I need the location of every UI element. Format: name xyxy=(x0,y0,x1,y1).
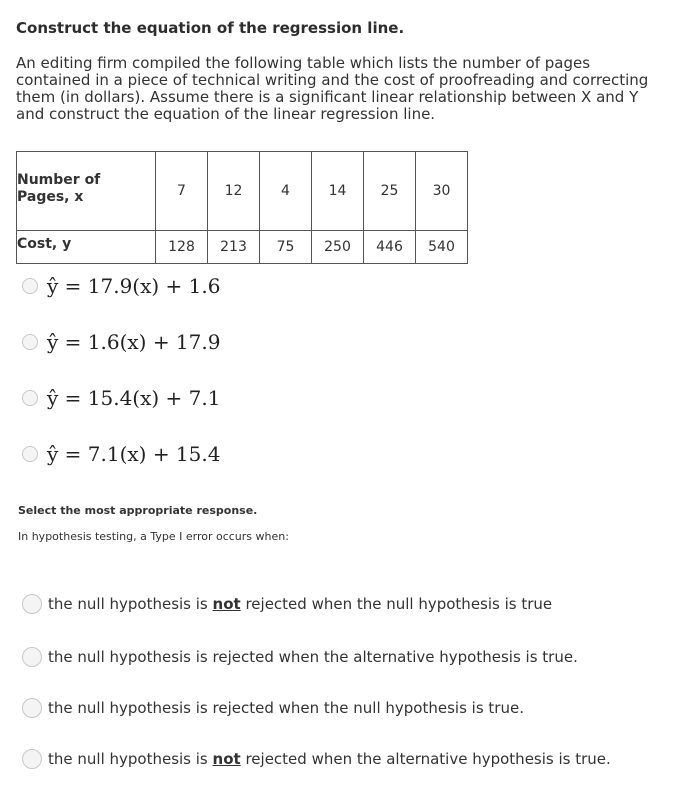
table-cell: 128 xyxy=(156,231,208,264)
option-text: the null hypothesis is not rejected when the alternative hypothesis is true. xyxy=(48,750,611,768)
row-header-pages: Number of Pages, x xyxy=(17,152,156,231)
question2-text: In hypothesis testing, a Type I error occurs when: xyxy=(18,530,289,543)
table-cell: 250 xyxy=(312,231,364,264)
table-cell: 25 xyxy=(364,152,416,231)
question-body: An editing firm compiled the following table which lists the number of pages contained in a piece of technical writing and the cost of proofreading and correcting them (in dollars). Assume there is a significant linear relationship between X and Y and construct the equation of the linear regression line. xyxy=(16,54,649,123)
equation-text: ŷ = 7.1(x) + 15.4 xyxy=(47,442,221,466)
table-row-pages xyxy=(17,152,468,231)
question2-prompt: Select the most appropriate response. xyxy=(18,504,258,517)
equation-text: ŷ = 1.6(x) + 17.9 xyxy=(47,330,221,354)
hypothesis-option-3[interactable] xyxy=(22,698,524,718)
option-text: the null hypothesis is not rejected when the null hypothesis is true xyxy=(48,595,553,613)
radio-button[interactable] xyxy=(22,446,38,462)
data-table xyxy=(16,151,468,264)
option-text: the null hypothesis is rejected when the alternative hypothesis is true. xyxy=(48,648,578,666)
hypothesis-option-1[interactable] xyxy=(22,594,552,614)
radio-button[interactable] xyxy=(22,647,42,667)
radio-button[interactable] xyxy=(22,390,38,406)
table-cell: 14 xyxy=(312,152,364,231)
table-cell: 213 xyxy=(208,231,260,264)
answer-option-3[interactable] xyxy=(22,386,220,410)
table-cell: 75 xyxy=(260,231,312,264)
answer-option-2[interactable] xyxy=(22,330,220,354)
table-cell: 7 xyxy=(156,152,208,231)
equation-text: ŷ = 15.4(x) + 7.1 xyxy=(47,386,221,410)
row-header-cost: Cost, y xyxy=(17,231,156,264)
table-cell: 446 xyxy=(364,231,416,264)
table-cell: 540 xyxy=(416,231,468,264)
question-title: Construct the equation of the regression line. xyxy=(16,19,405,37)
radio-button[interactable] xyxy=(22,698,42,718)
radio-button[interactable] xyxy=(22,594,42,614)
table-cell: 4 xyxy=(260,152,312,231)
table-cell: 12 xyxy=(208,152,260,231)
table-cell: 30 xyxy=(416,152,468,231)
radio-button[interactable] xyxy=(22,749,42,769)
option-text: the null hypothesis is rejected when the null hypothesis is true. xyxy=(48,699,524,717)
equation-text: ŷ = 17.9(x) + 1.6 xyxy=(47,274,221,298)
radio-button[interactable] xyxy=(22,278,38,294)
answer-option-1[interactable] xyxy=(22,274,220,298)
table-row-cost xyxy=(17,231,468,264)
hypothesis-option-2[interactable] xyxy=(22,647,578,667)
answer-option-4[interactable] xyxy=(22,442,220,466)
radio-button[interactable] xyxy=(22,334,38,350)
hypothesis-option-4[interactable] xyxy=(22,749,611,769)
